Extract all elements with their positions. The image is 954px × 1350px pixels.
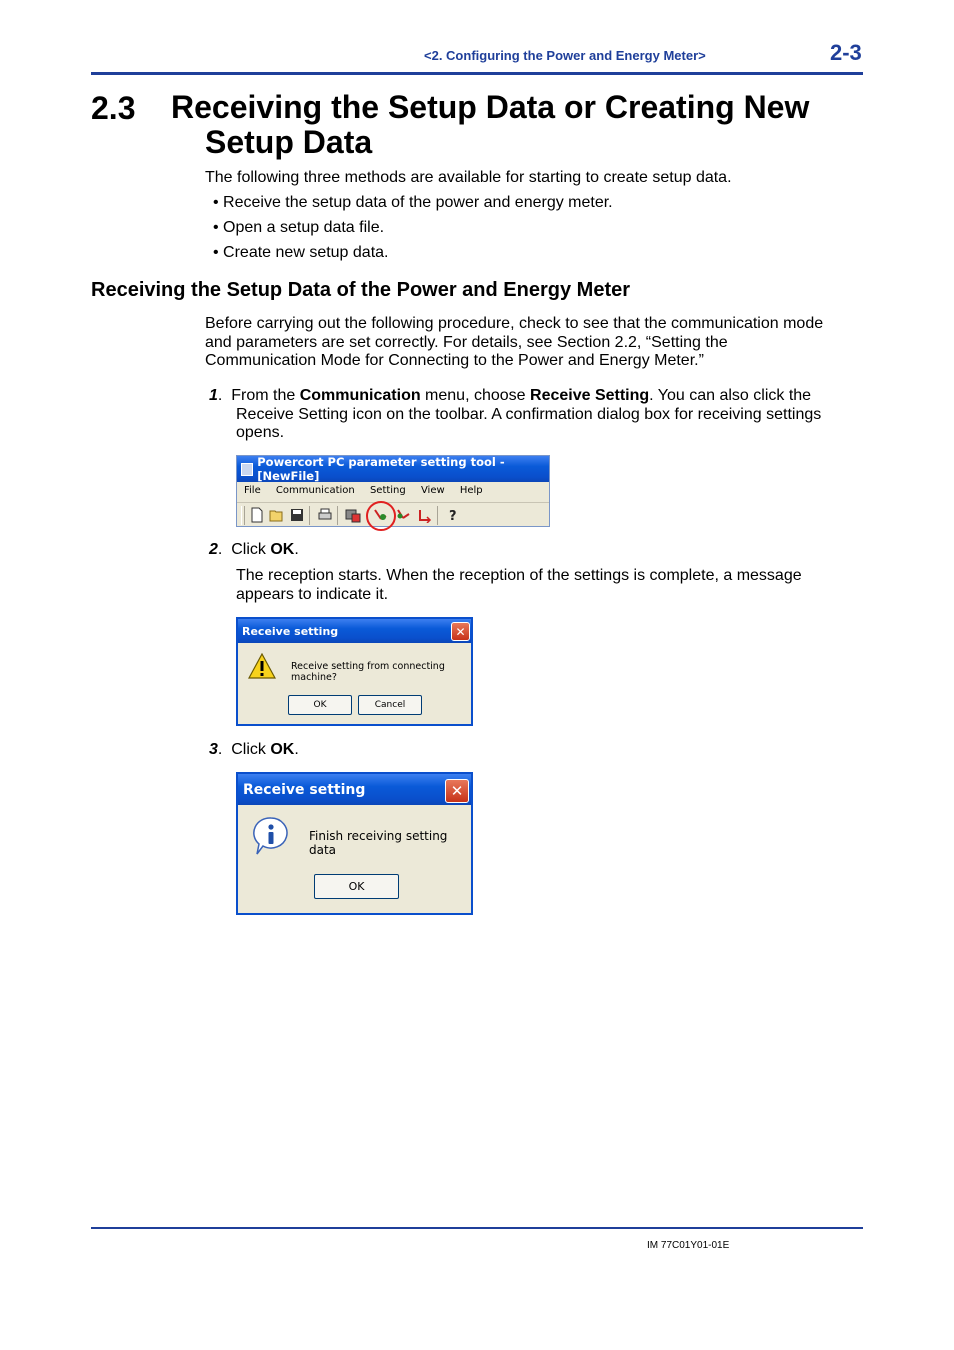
menu-file[interactable]: File — [244, 485, 261, 496]
step-dot: . — [217, 541, 223, 558]
dialog-title-bar — [238, 774, 471, 805]
button-name: OK — [270, 541, 295, 558]
device-icon[interactable] — [345, 507, 361, 523]
open-folder-icon[interactable] — [269, 507, 285, 523]
help-icon[interactable] — [445, 507, 461, 523]
para-line: Before carrying out the following procedure, check to see that the communication mode — [205, 315, 824, 332]
bullet-item: • Receive the setup data of the power and energy meter. — [213, 194, 613, 211]
section-title — [171, 90, 851, 160]
step-2-paragraph — [236, 567, 856, 604]
dialog-title-bar — [238, 619, 471, 643]
dialog-message: Finish receiving setting data — [309, 829, 448, 857]
toolbar — [237, 503, 549, 529]
menu-setting[interactable]: Setting — [369, 485, 406, 496]
footer-rule — [91, 1227, 863, 1229]
step-text: . You can also click the — [649, 387, 812, 404]
confirm-dialog — [236, 617, 473, 726]
highlight-circle — [366, 501, 396, 531]
step-text: Click — [231, 741, 271, 758]
subsection-title: Receiving the Setup Data of the Power and Energy Meter — [91, 279, 631, 301]
new-file-icon[interactable] — [249, 507, 265, 523]
dialog-title: Receive setting — [243, 781, 366, 798]
menu-communication[interactable]: Communication — [275, 485, 355, 496]
save-icon[interactable] — [289, 507, 305, 523]
step-number: 3 — [209, 741, 218, 758]
page-number: 2-3 — [830, 40, 862, 65]
app-icon — [241, 463, 253, 476]
running-header: <2. Configuring the Power and Energy Meter> — [424, 48, 706, 63]
dialog-message: Receive setting from connecting machine? — [291, 661, 445, 683]
command-name: Receive Setting — [530, 387, 650, 404]
step-text: Receive Setting icon on the toolbar. A confirmation dialog box for receiving settings — [236, 405, 822, 423]
document-id: IM 77C01Y01-01E — [647, 1240, 730, 1251]
step-text: menu, choose — [420, 387, 531, 404]
send-setting-icon[interactable] — [395, 507, 411, 523]
para-line: The reception starts. When the reception of the settings is complete, a message — [236, 567, 802, 584]
subsection-paragraph — [205, 315, 865, 371]
para-line: and parameters are set correctly. For details, see Section 2.2, “Setting the — [205, 333, 728, 351]
step-3 — [209, 741, 299, 760]
step-text: opens. — [236, 424, 285, 441]
finish-dialog — [236, 772, 473, 915]
para-line: appears to indicate it. — [236, 585, 389, 603]
para-line: Communication Mode for Connecting to the Power and Energy Meter.” — [205, 352, 704, 369]
dialog-title: Receive setting — [242, 624, 339, 638]
ok-button[interactable]: OK — [314, 874, 399, 899]
menu-help[interactable]: Help — [459, 485, 483, 496]
button-name: OK — [270, 741, 295, 758]
svg-text:?: ? — [449, 509, 457, 523]
section-number: 2.3 — [91, 90, 136, 126]
app-window — [236, 455, 550, 527]
transfer-icon[interactable] — [417, 507, 433, 523]
header-rule — [91, 72, 863, 75]
close-icon[interactable]: ✕ — [451, 622, 470, 641]
app-title-bar — [237, 456, 549, 482]
bullet-item: • Create new setup data. — [213, 244, 389, 261]
section-title-line2: Setup Data — [205, 124, 373, 160]
cancel-button[interactable]: Cancel — [358, 695, 422, 715]
menu-view[interactable]: View — [420, 485, 445, 496]
menu-bar — [237, 482, 549, 503]
step-number: 1 — [209, 387, 218, 404]
step-1 — [209, 387, 869, 443]
print-icon[interactable] — [317, 507, 333, 523]
menu-name: Communication — [299, 387, 421, 404]
step-text: . — [294, 741, 299, 758]
step-text: From the — [231, 387, 300, 404]
toolbar-separator — [437, 506, 438, 525]
app-title: Powercort PC parameter setting tool - [NewFile] — [257, 455, 505, 483]
toolbar-separator — [337, 506, 338, 525]
close-icon[interactable]: ✕ — [445, 779, 469, 803]
step-text: . — [294, 541, 299, 558]
toolbar-separator — [309, 506, 310, 525]
warning-icon — [248, 653, 276, 679]
bullet-item: • Open a setup data file. — [213, 219, 385, 236]
section-title-line1: Receiving the Setup Data or Creating New — [171, 89, 810, 125]
ok-button[interactable]: OK — [288, 695, 352, 715]
info-icon — [252, 816, 290, 856]
step-text: Click — [231, 541, 271, 558]
toolbar-grip — [241, 506, 245, 525]
step-dot: . — [217, 741, 223, 758]
step-2 — [209, 541, 299, 560]
intro-text: The following three methods are available for starting to create setup data. — [205, 169, 732, 186]
step-number: 2 — [209, 541, 218, 558]
step-dot: . — [217, 387, 223, 404]
